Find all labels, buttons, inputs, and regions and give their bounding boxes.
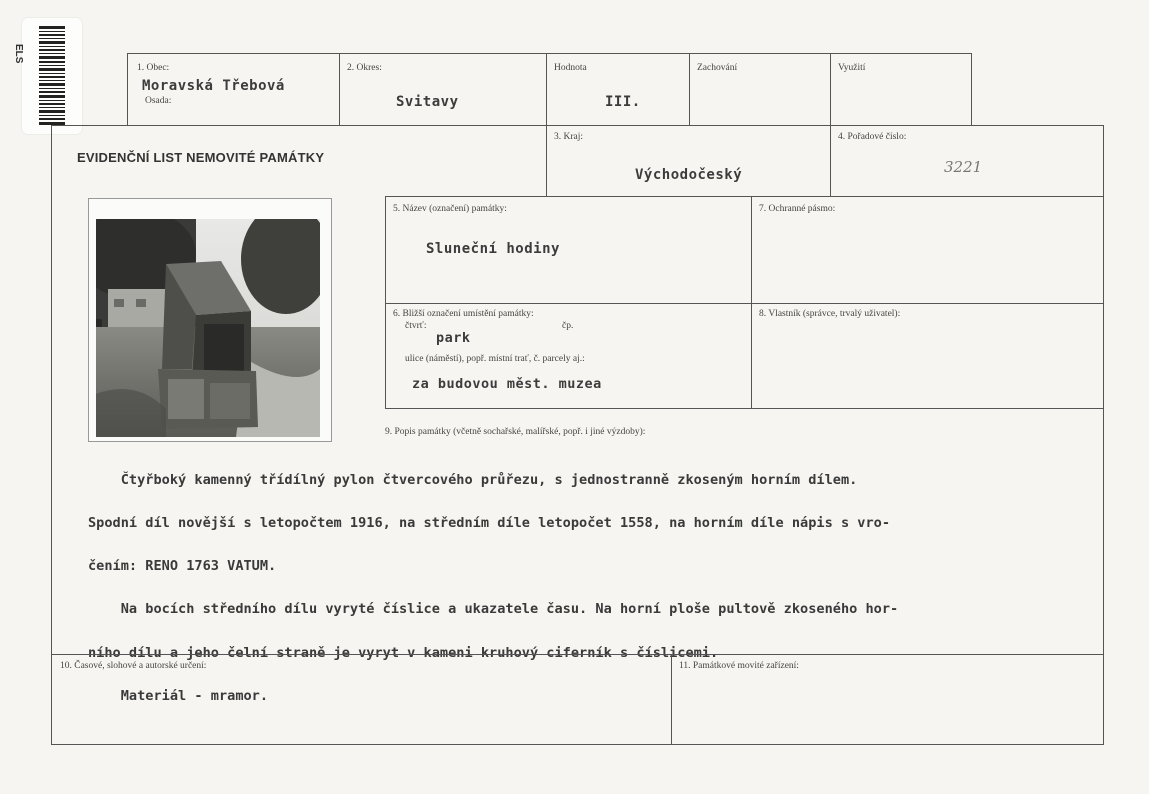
field-nazev-value: Sluneční hodiny [426,241,560,257]
field-ochranne [751,196,1104,304]
field-cp-label: čp. [562,321,574,331]
popis-line: ního dílu a jeho čelní straně je vyryt v kameni kruhový ciferník s číslicemi. [88,644,719,661]
field-kraj-value: Východočeský [635,167,743,183]
field-poradove-label: 4. Pořadové číslo: [838,132,907,142]
popis-line: Materiál - mramor. [88,687,269,704]
field-ulice-label: ulice (náměstí), popř. místní trať, č. parcely aj.: [405,354,585,364]
popis-line: Čtyřboký kamenný třídílný pylon čtvercového průřezu, s jednostranně zkoseným horním dílem. [88,471,858,488]
field-hodnota [546,53,690,126]
field-hodnota-label: Hodnota [554,63,587,73]
field-casove-label: 10. Časové, slohové a autorské určení: [60,661,207,671]
field-umisteni-label: 6. Bližší označení umístění památky: [393,309,534,319]
field-vyuziti [830,53,972,126]
field-ctvrt-label: čtvrť: [405,321,427,331]
field-zachovani [689,53,831,126]
field-nazev [385,196,752,304]
field-obec-label: 1. Obec: [137,63,170,73]
field-zachovani-label: Zachování [697,63,738,73]
field-okres [339,53,547,126]
field-obec-value: Moravská Třebová [142,78,285,94]
barcode-sticker [13,18,82,134]
field-kraj [546,125,831,197]
field-ctvrt-value: park [436,330,471,346]
field-obec [127,53,340,126]
field-movite-label: 11. Památkové movité zařízení: [679,661,799,671]
field-movite [671,654,1104,745]
sundial-photo-image [96,219,320,437]
field-umisteni [385,303,752,409]
field-nazev-label: 5. Název (označení) památky: [393,204,507,214]
field-vyuziti-label: Využití [838,63,866,73]
popis-line: čením: RENO 1763 VATUM. [88,558,277,575]
field-kraj-label: 3. Kraj: [554,132,584,142]
form-title: EVIDENČNÍ LIST NEMOVITÉ PAMÁTKY [77,150,325,165]
field-poradove-value: 3221 [944,158,983,176]
field-ochranne-label: 7. Ochranné pásmo: [759,204,836,214]
field-ulice-value: za budovou měst. muzea [412,376,602,392]
field-popis-label: 9. Popis památky (včetně sochařské, malířské, popř. i jiné výzdoby): [385,427,646,437]
popis-line: Spodní díl novější s letopočtem 1916, na středním díle letopočet 1558, na horním díle nápis s vro- [88,515,891,532]
barcode-icon [39,26,65,126]
monument-photo [88,198,332,442]
barcode-code: ELS [13,44,24,64]
field-hodnota-value: III. [605,94,641,110]
field-okres-label: 2. Okres: [347,63,382,73]
field-okres-value: Svitavy [396,94,459,110]
field-vlastnik-label: 8. Vlastník (správce, trvalý uživatel): [759,309,901,319]
field-vlastnik [751,303,1104,409]
popis-line: Na bocích středního dílu vyryté číslice a ukazatele času. Na horní ploše pultově zkoseného hor- [88,601,899,618]
field-casove [51,654,672,745]
field-osada-label: Osada: [145,96,172,106]
